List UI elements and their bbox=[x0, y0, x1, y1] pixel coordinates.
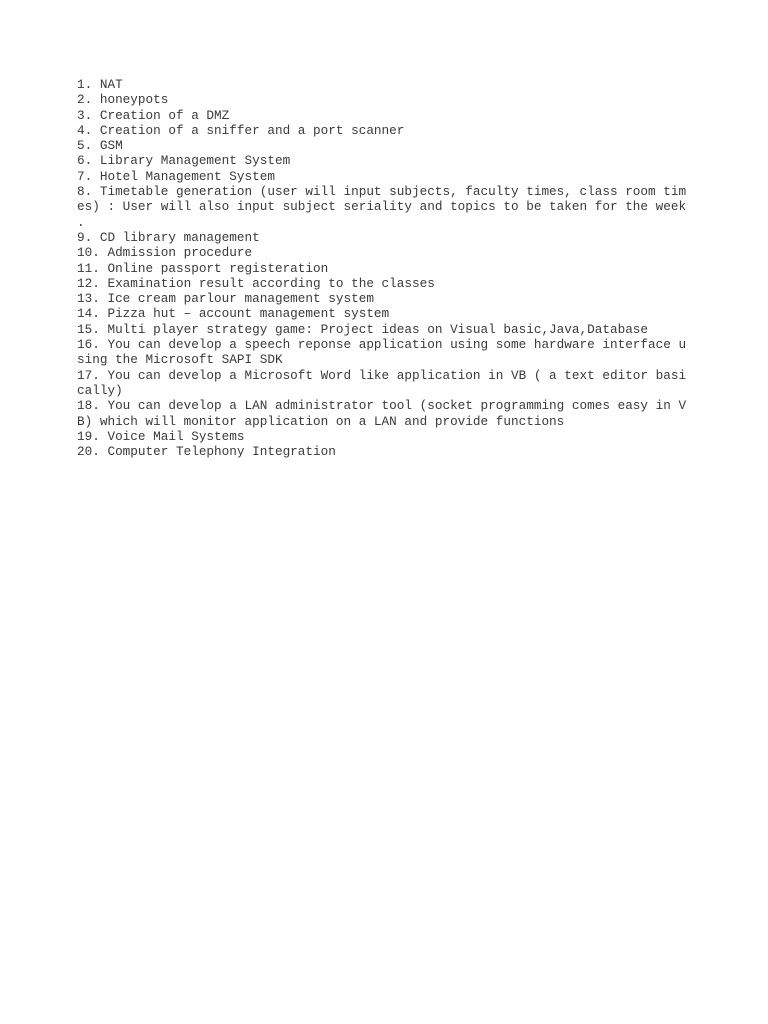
list-item: 9. CD library management bbox=[77, 229, 260, 245]
list-item: 18. You can develop a LAN administrator tool (socket programming comes easy in V bbox=[77, 398, 687, 414]
list-item-continuation: sing the Microsoft SAPI SDK bbox=[77, 352, 283, 368]
list-item: 2. honeypots bbox=[77, 92, 169, 108]
list-item: 16. You can develop a speech reponse application using some hardware interface u bbox=[77, 337, 687, 353]
list-item: 19. Voice Mail Systems bbox=[77, 428, 245, 444]
list-item: 13. Ice cream parlour management system bbox=[77, 291, 374, 307]
project-ideas-list bbox=[77, 77, 697, 459]
list-item-continuation: . bbox=[77, 214, 85, 230]
list-item: 14. Pizza hut – account management system bbox=[77, 306, 390, 322]
list-item: 20. Computer Telephony Integration bbox=[77, 444, 336, 460]
list-item: 4. Creation of a sniffer and a port scanner bbox=[77, 122, 405, 138]
list-item: 8. Timetable generation (user will input subjects, faculty times, class room tim bbox=[77, 184, 687, 200]
list-item-continuation: B) which will monitor application on a LAN and provide functions bbox=[77, 413, 565, 429]
list-item: 10. Admission procedure bbox=[77, 245, 253, 261]
list-item: 12. Examination result according to the classes bbox=[77, 275, 435, 291]
list-item: 6. Library Management System bbox=[77, 153, 291, 169]
list-item: 3. Creation of a DMZ bbox=[77, 107, 230, 123]
list-item: 5. GSM bbox=[77, 138, 123, 154]
list-item: 17. You can develop a Microsoft Word like application in VB ( a text editor basi bbox=[77, 367, 687, 383]
list-item: 11. Online passport registeration bbox=[77, 260, 329, 276]
list-item: 7. Hotel Management System bbox=[77, 168, 275, 184]
list-item: 1. NAT bbox=[77, 77, 123, 92]
list-item-continuation: es) : User will also input subject seriality and topics to be taken for the week bbox=[77, 199, 687, 215]
list-item-continuation: cally) bbox=[77, 382, 123, 398]
list-item: 15. Multi player strategy game: Project ideas on Visual basic,Java,Database bbox=[77, 321, 649, 337]
